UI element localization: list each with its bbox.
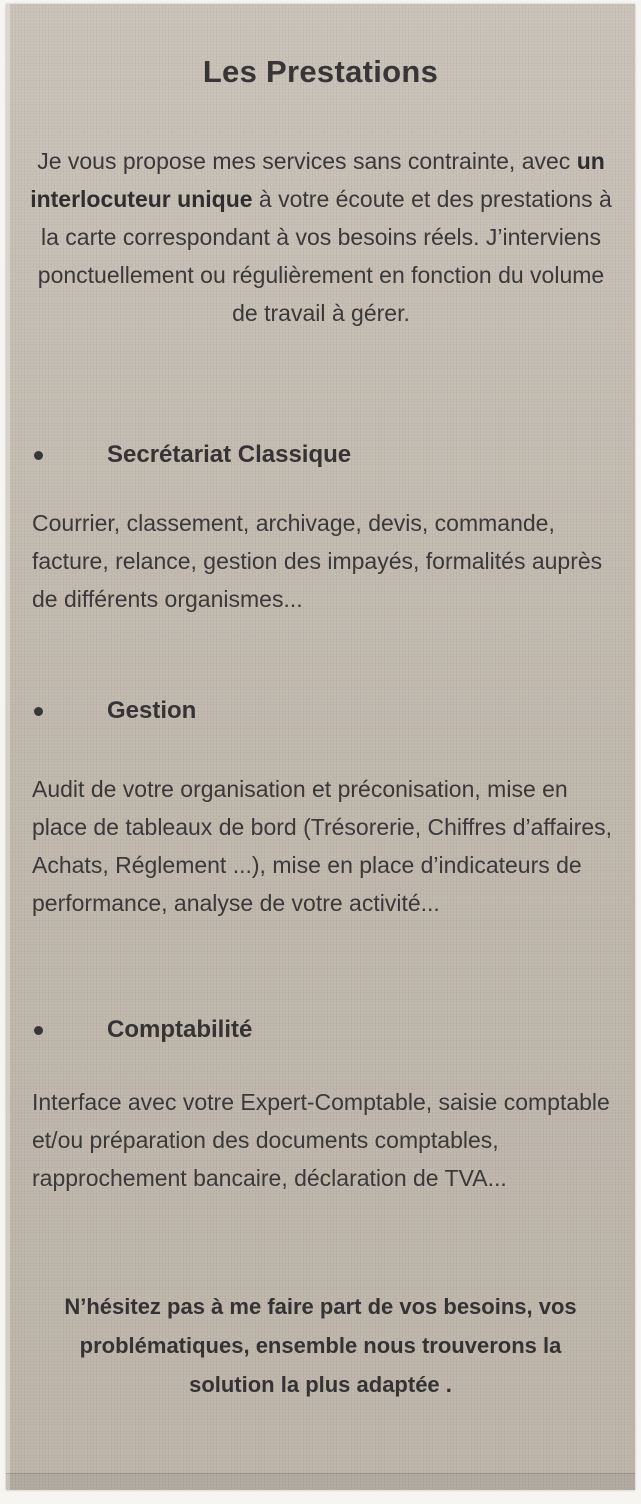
intro-paragraph — [26, 142, 616, 332]
section-title: Gestion — [107, 697, 197, 724]
bullet-icon — [34, 1026, 43, 1035]
intro-text-start: Je vous propose mes services sans contrainte, avec — [37, 148, 577, 174]
bullet-icon — [34, 707, 43, 716]
page-title: Les Prestations — [202, 54, 439, 89]
brochure-panel — [6, 4, 635, 1490]
section-title: Secrétariat Classique — [107, 441, 352, 468]
paper-edge — [6, 4, 10, 1490]
section-description-secretariat: Courrier, classement, archivage, devis, commande, facture, relance, gestion des impayés, formalités auprès de différents organismes... — [32, 510, 603, 612]
closing-call-to-action: N’hésitez pas à me faire part de vos besoins, vos problématiques, ensemble nous trouverons la solution la plus adaptée . — [64, 1294, 577, 1397]
section-description-comptabilite: Interface avec votre Expert-Comptable, saisie comptable et/ou préparation des documents comptables, rapprochement bancaire, déclaration de TVA... — [32, 1089, 610, 1191]
section-title: Comptabilité — [107, 1016, 253, 1043]
section-heading-comptabilite — [34, 1013, 252, 1047]
intro-text-end: à votre écoute et des prestations à la carte correspondant à vos besoins réels. J’interviens ponctuellement ou régulièrement en fonction du volume de travail à gérer. — [37, 186, 612, 326]
section-heading-secretariat — [34, 438, 351, 472]
section-heading-gestion — [34, 694, 196, 728]
section-description-gestion: Audit de votre organisation et préconisation, mise en place de tableaux de bord (Trésorerie, Chiffres d’affaires, Achats, Réglement ...), mise en place d’indicateurs de performance, analyse de votre activité... — [32, 776, 612, 916]
intro-emphasis: un interlocuteur unique — [30, 148, 605, 212]
paper-bottom-edge — [6, 1473, 635, 1490]
bullet-icon — [34, 451, 43, 460]
